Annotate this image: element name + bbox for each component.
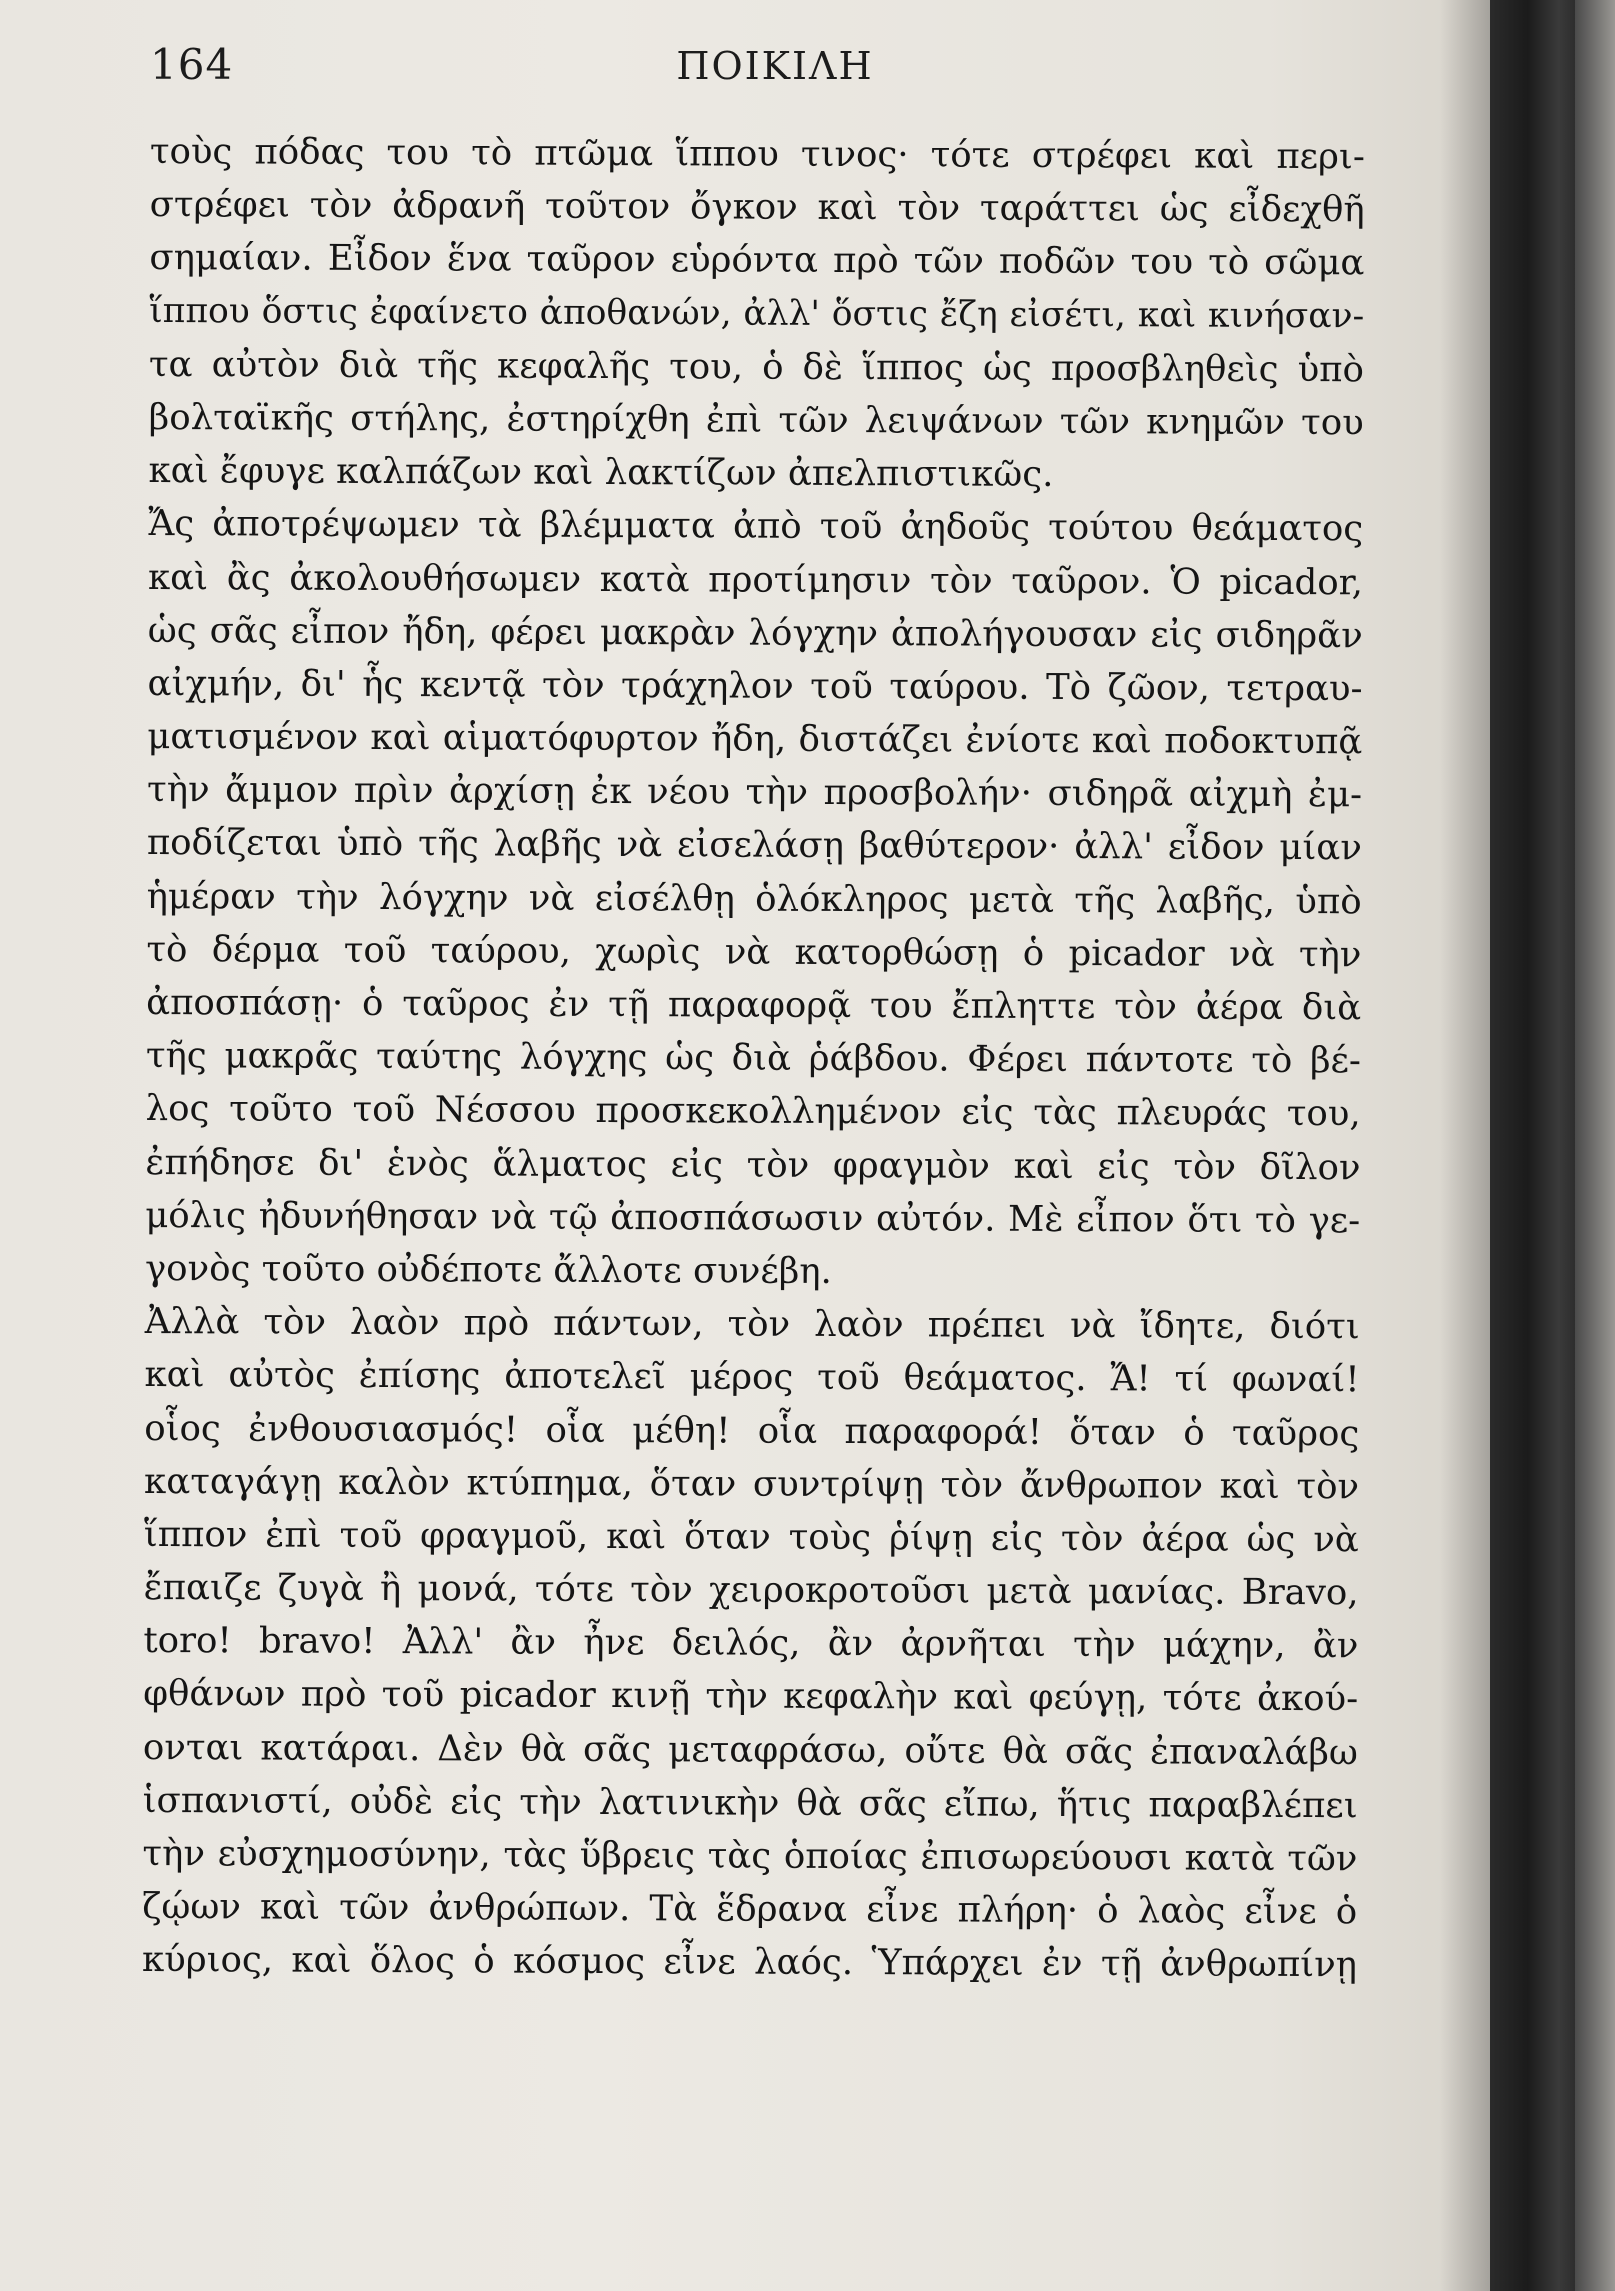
text-line: καὶ ἂς ἀκολουθήσωμεν κατὰ προτίμησιν τὸν ταῦρον. Ὁ picador, xyxy=(147,556,1364,603)
text-line: ἔπαιζε ζυγὰ ἢ μονά, τότε τὸν χειροκροτοῦσι μετὰ μανίας. Bravo, xyxy=(143,1567,1359,1614)
text-line: καταγάγῃ καλὸν κτύπημα, ὅταν συντρίψῃ τὸν ἄνθρωπον καὶ τὸν xyxy=(143,1460,1360,1507)
page-shadow xyxy=(1440,0,1490,2291)
text-line: τα αὐτὸν διὰ τῆς κεφαλῆς του, ὁ δὲ ἵππος ὡς προσβληθεὶς ὑπὸ xyxy=(148,343,1365,391)
text-line: τῆς μακρᾶς ταύτης λόγχης ὡς διὰ ῥάβδου. Φέρει πάντοτε τὸ βέ- xyxy=(145,1035,1362,1082)
binding-edge xyxy=(1575,0,1615,2291)
text-line: ποδίζεται ὑπὸ τῆς λαβῆς νὰ εἰσελάσῃ βαθύτερον· ἀλλ' εἶδον μίαν xyxy=(146,822,1362,869)
text-line: κύριος, καὶ ὅλος ὁ κόσμος εἶνε λαός. Ὑπάρχει ἐν τῇ ἀνθρωπίνῃ xyxy=(141,1939,1358,1986)
text-line: toro! bravo! Ἀλλ' ἂν ἦνε δειλός, ἂν ἀρνῆται τὴν μάχην, ἂν xyxy=(143,1620,1359,1667)
text-line: ἵππον ἐπὶ τοῦ φραγμοῦ, καὶ ὅταν τοὺς ῥίψῃ εἰς τὸν ἀέρα ὡς νὰ xyxy=(143,1513,1359,1561)
text-line: μόλις ἠδυνήθησαν νὰ τῷ ἀποσπάσωσιν αὐτόν. Μὲ εἶπον ὅτι τὸ γε- xyxy=(145,1194,1361,1242)
text-line: καὶ αὐτὸς ἐπίσης ἀποτελεῖ μέρος τοῦ θεάματος. Ἄ! τί φωναί! xyxy=(144,1354,1360,1401)
body-text xyxy=(142,125,1365,1992)
text-line: γονὸς τοῦτο οὐδέποτε ἄλλοτε συνέβη. xyxy=(144,1247,832,1292)
text-line: αἰχμήν, δι' ἧς κεντᾷ τὸν τράχηλον τοῦ ταύρου. Τὸ ζῶον, τετραυ- xyxy=(147,662,1363,710)
text-line: ζῴων καὶ τῶν ἀνθρώπων. Τὰ ἕδρανα εἶνε πλήρη· ὁ λαὸς εἶνε ὁ xyxy=(142,1886,1358,1933)
text-line: Ἀλλὰ τὸν λαὸν πρὸ πάντων, τὸν λαὸν πρέπει νὰ ἴδητε, διότι xyxy=(144,1301,1360,1348)
text-line: σημαίαν. Εἶδον ἕνα ταῦρον εὑρόντα πρὸ τῶν ποδῶν του τὸ σῶμα xyxy=(149,237,1365,284)
page-number: 164 xyxy=(150,40,234,89)
text-line: ἵππου ὅστις ἐφαίνετο ἀποθανών, ἀλλ' ὅστις ἔζη εἰσέτι, καὶ κινήσαν- xyxy=(149,290,1365,336)
text-line: ἱσπανιστί, οὐδὲ εἰς τὴν λατινικὴν θὰ σᾶς εἴπω, ἥτις παραβλέπει xyxy=(142,1779,1358,1827)
running-title: ΠΟΙΚΙΛΗ xyxy=(676,44,874,88)
text-line: βολταϊκῆς στήλης, ἐστηρίχθη ἐπὶ τῶν λειψάνων τῶν κνημῶν του xyxy=(148,396,1364,444)
text-line: καὶ ἔφυγε καλπάζων καὶ λακτίζων ἀπελπιστικῶς. xyxy=(148,450,1054,496)
text-line: οἷος ἐνθουσιασμός! οἷα μέθη! οἷα παραφορά! ὅταν ὁ ταῦρος xyxy=(144,1407,1360,1454)
text-line: ονται κατάραι. Δὲν θὰ σᾶς μεταφράσω, οὔτε θὰ σᾶς ἐπαναλάβω xyxy=(142,1726,1358,1773)
text-line: τὴν ἄμμον πρὶν ἀρχίσῃ ἐκ νέου τὴν προσβολήν· σιδηρᾶ αἰχμὴ ἐμ- xyxy=(147,769,1363,816)
text-line: ἐπήδησε δι' ἑνὸς ἅλματος εἰς τὸν φραγμὸν καὶ εἰς τὸν δῖλον xyxy=(145,1141,1361,1188)
text-line: ὡς σᾶς εἶπον ἤδη, φέρει μακρὰν λόγχην ἀπολήγουσαν εἰς σιδηρᾶν xyxy=(147,609,1363,656)
page-header xyxy=(150,40,1400,110)
text-line: λος τοῦτο τοῦ Νέσσου προσκεκολλημένον εἰς τὰς πλευράς του, xyxy=(145,1088,1361,1135)
text-line: ἡμέραν τὴν λόγχην νὰ εἰσέλθῃ ὁλόκληρος μετὰ τῆς λαβῆς, ὑπὸ xyxy=(146,875,1362,922)
text-line: φθάνων πρὸ τοῦ picador κινῇ τὴν κεφαλὴν καὶ φεύγῃ, τότε ἀκού- xyxy=(143,1673,1359,1720)
text-line: στρέφει τὸν ἀδρανῆ τοῦτον ὄγκον καὶ τὸν ταράττει ὡς εἶδεχθῆ xyxy=(149,184,1365,231)
text-line: τοὺς πόδας του τὸ πτῶμα ἵππου τινος· τότε στρέφει καὶ περι- xyxy=(149,130,1365,178)
text-line: ἀποσπάσῃ· ὁ ταῦρος ἐν τῇ παραφορᾷ του ἔπληττε τὸν ἀέρα διὰ xyxy=(146,981,1362,1029)
text-line: τὸ δέρμα τοῦ ταύρου, χωρὶς νὰ κατορθώσῃ ὁ picador νὰ τὴν xyxy=(146,928,1362,976)
text-line: Ἄς ἀποτρέψωμεν τὰ βλέμματα ἀπὸ τοῦ ἀηδοῦς τούτου θεάματος xyxy=(148,503,1364,550)
text-line: ματισμένον καὶ αἱματόφυρτον ἤδη, διστάζει ἐνίοτε καὶ ποδοκτυπᾷ xyxy=(147,716,1363,763)
text-line: τὴν εὐσχημοσύνην, τὰς ὕβρεις τὰς ὁποίας ἐπισωρεύουσι κατὰ τῶν xyxy=(142,1832,1358,1880)
